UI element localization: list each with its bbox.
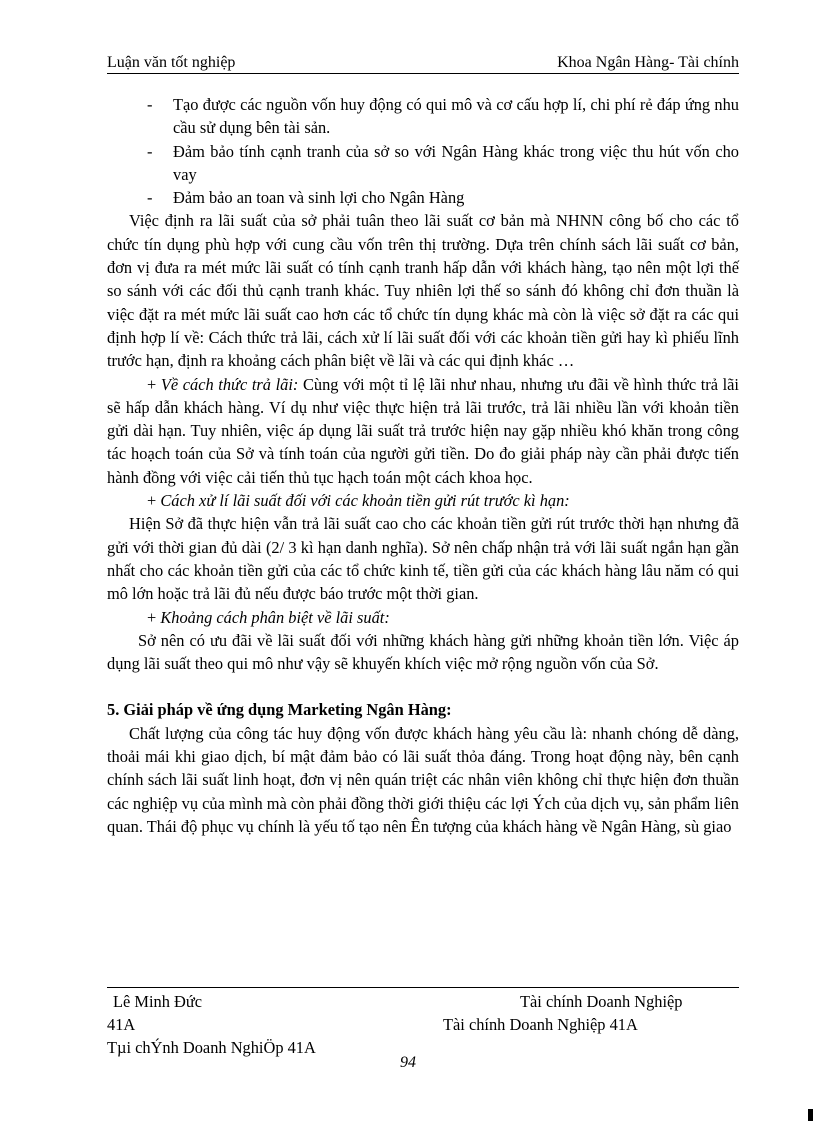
header-divider: [107, 73, 739, 74]
list-item: - Đảm bảo tính cạnh tranh của sở so với Ngân Hàng khác trong việc thu hút vốn cho vay: [147, 141, 739, 184]
footer-garbled-line: Tµi chÝnh Doanh NghiÖp 41A: [107, 1038, 316, 1057]
section-heading: 5. Giải pháp về ứng dụng Marketing Ngân Hàng:: [107, 700, 452, 720]
footer-class: 41A: [107, 1015, 136, 1034]
footer-department: Tài chính Doanh Nghiệp: [520, 992, 683, 1011]
running-header: [107, 50, 739, 72]
subheading-early-withdrawal: + Cách xử lí lãi suất đối với các khoản tiền gửi rút trước kì hạn:: [147, 491, 570, 511]
plus-sign: +: [147, 607, 157, 627]
subheading-payment-method: Về cách thức trả lãi:: [160, 374, 299, 394]
plus-sign: +: [147, 374, 157, 394]
bullet-dash: -: [147, 141, 153, 161]
footer-department-class: Tài chính Doanh Nghiệp 41A: [443, 1015, 638, 1034]
list-item: - Tạo được các nguồn vốn huy động có qui mô và cơ cấu hợp lí, chi phí rẻ đáp ứng nhu cầu sử dụng bên tài sản.: [147, 95, 739, 138]
subheading-rate-spread: + Khoảng cách phân biệt về lãi suất:: [147, 607, 390, 627]
page-number: 94: [400, 1054, 416, 1071]
body-text: [107, 93, 739, 838]
paragraph-marketing: Chất lượng của công tác huy động vốn được khách hàng yêu cầu là: nhanh chóng dễ dàng, thoải mái khi giao dịch, bí mật đảm bảo có lãi suất thỏa đáng. Trong hoạt động này, bên cạnh chính sách lãi suất linh hoạt, đơn vị nên quán triệt các nhân viên không chỉ thực hiện đơn thuần các nghiệp vụ của mình mà còn phải đồng thời giới thiệu các lợi Ých của dịch vụ, sản phẩm liên quan. Thái độ phục vụ chính là yếu tố tạo nên Ên tượng của khách hàng về Ngân Hàng, sù giao: [107, 723, 739, 836]
footer-author: Lê Minh Đức: [113, 992, 202, 1011]
bullet-dash: -: [147, 188, 153, 208]
paragraph-rate-spread: Sở nên có ưu đãi về lãi suất đối với những khách hàng gửi những khoản tiền lớn. Việc áp dụng lãi suất theo qui mô như vậy sẽ khuyến khích việc mở rộng nguồn vốn của Sở.: [107, 630, 739, 674]
list-item: - Đảm bảo an toan và sinh lợi cho Ngân Hàng: [107, 186, 739, 209]
footer-divider: [107, 987, 739, 988]
plus-sign: +: [147, 491, 157, 511]
scan-edge-mark: [808, 1109, 813, 1121]
paragraph-interest-policy: Việc định ra lãi suất của sở phải tuân theo lãi suất cơ bản mà NHNN công bố cho các tổ chức tín dụng phù hợp với cung cầu vốn trên thị trường. Dựa trên chính sách lãi suất cơ bản, đơn vị đưa ra mét mức lãi suất có tính cạnh tranh hấp dẫn với khách hàng, tạo nên một lợi thế so sánh với các đối thủ cạnh tranh khác. Tuy nhiên lợi thế so sánh đó không chỉ đơn thuần là việc đặt ra mét mức lãi suất cao hơn các tổ chức tín dụng khác mà còn là việc sở đặt ra các qui định hợp lí về: Cách thức trả lãi, cách xử lí lãi suất đối với các khoản tiền gửi hay kì phiếu lĩnh trước hạn, định ra khoảng cách phân biệt về lãi và các qui định khác …: [107, 211, 739, 371]
header-faculty-label: Khoa Ngân Hàng- Tài chính: [557, 54, 739, 71]
header-thesis-label: Luận văn tốt nghiệp: [107, 54, 236, 71]
paragraph-payment-method: + Về cách thức trả lãi: Cùng với một tỉ lệ lãi như nhau, nhưng ưu đãi về hình thức trả lãi sẽ hấp dẫn khách hàng. Ví dụ như việc thực hiện trả lãi trước, trả lãi nhiều lần với khoản tiền gửi dài hạn. Tuy nhiên, việc áp dụng lãi suất trả trước hiện nay gặp nhiều khó khăn trong công tác hoạch toán của Sở và tính toán của người gửi tiền. Do đo giải pháp này cần phải được tiến hành đồng với việc cải tiến thủ tục hạch toán một cách khoa học.: [107, 374, 739, 487]
running-footer: [107, 990, 739, 1059]
bullet-dash: -: [147, 95, 153, 114]
spacer: [107, 675, 739, 698]
objective-list: [107, 93, 739, 209]
paragraph-early-withdrawal: Hiện Sở đã thực hiện vẫn trả lãi suất cao cho các khoản tiền gửi rút trước thời hạn nhưng đã gửi với thời gian đủ dài (2/ 3 kì hạn danh nghĩa). Sở nên chấp nhận trả với lãi suất ngắn hạn gần nhất cho các khoản tiền gửi của các tổ chức kinh tế, tiền gửi của các khách hàng lâu năm có qui mô lớn hoặc trả lãi đủ nếu được báo trước một thời gian.: [107, 514, 739, 604]
